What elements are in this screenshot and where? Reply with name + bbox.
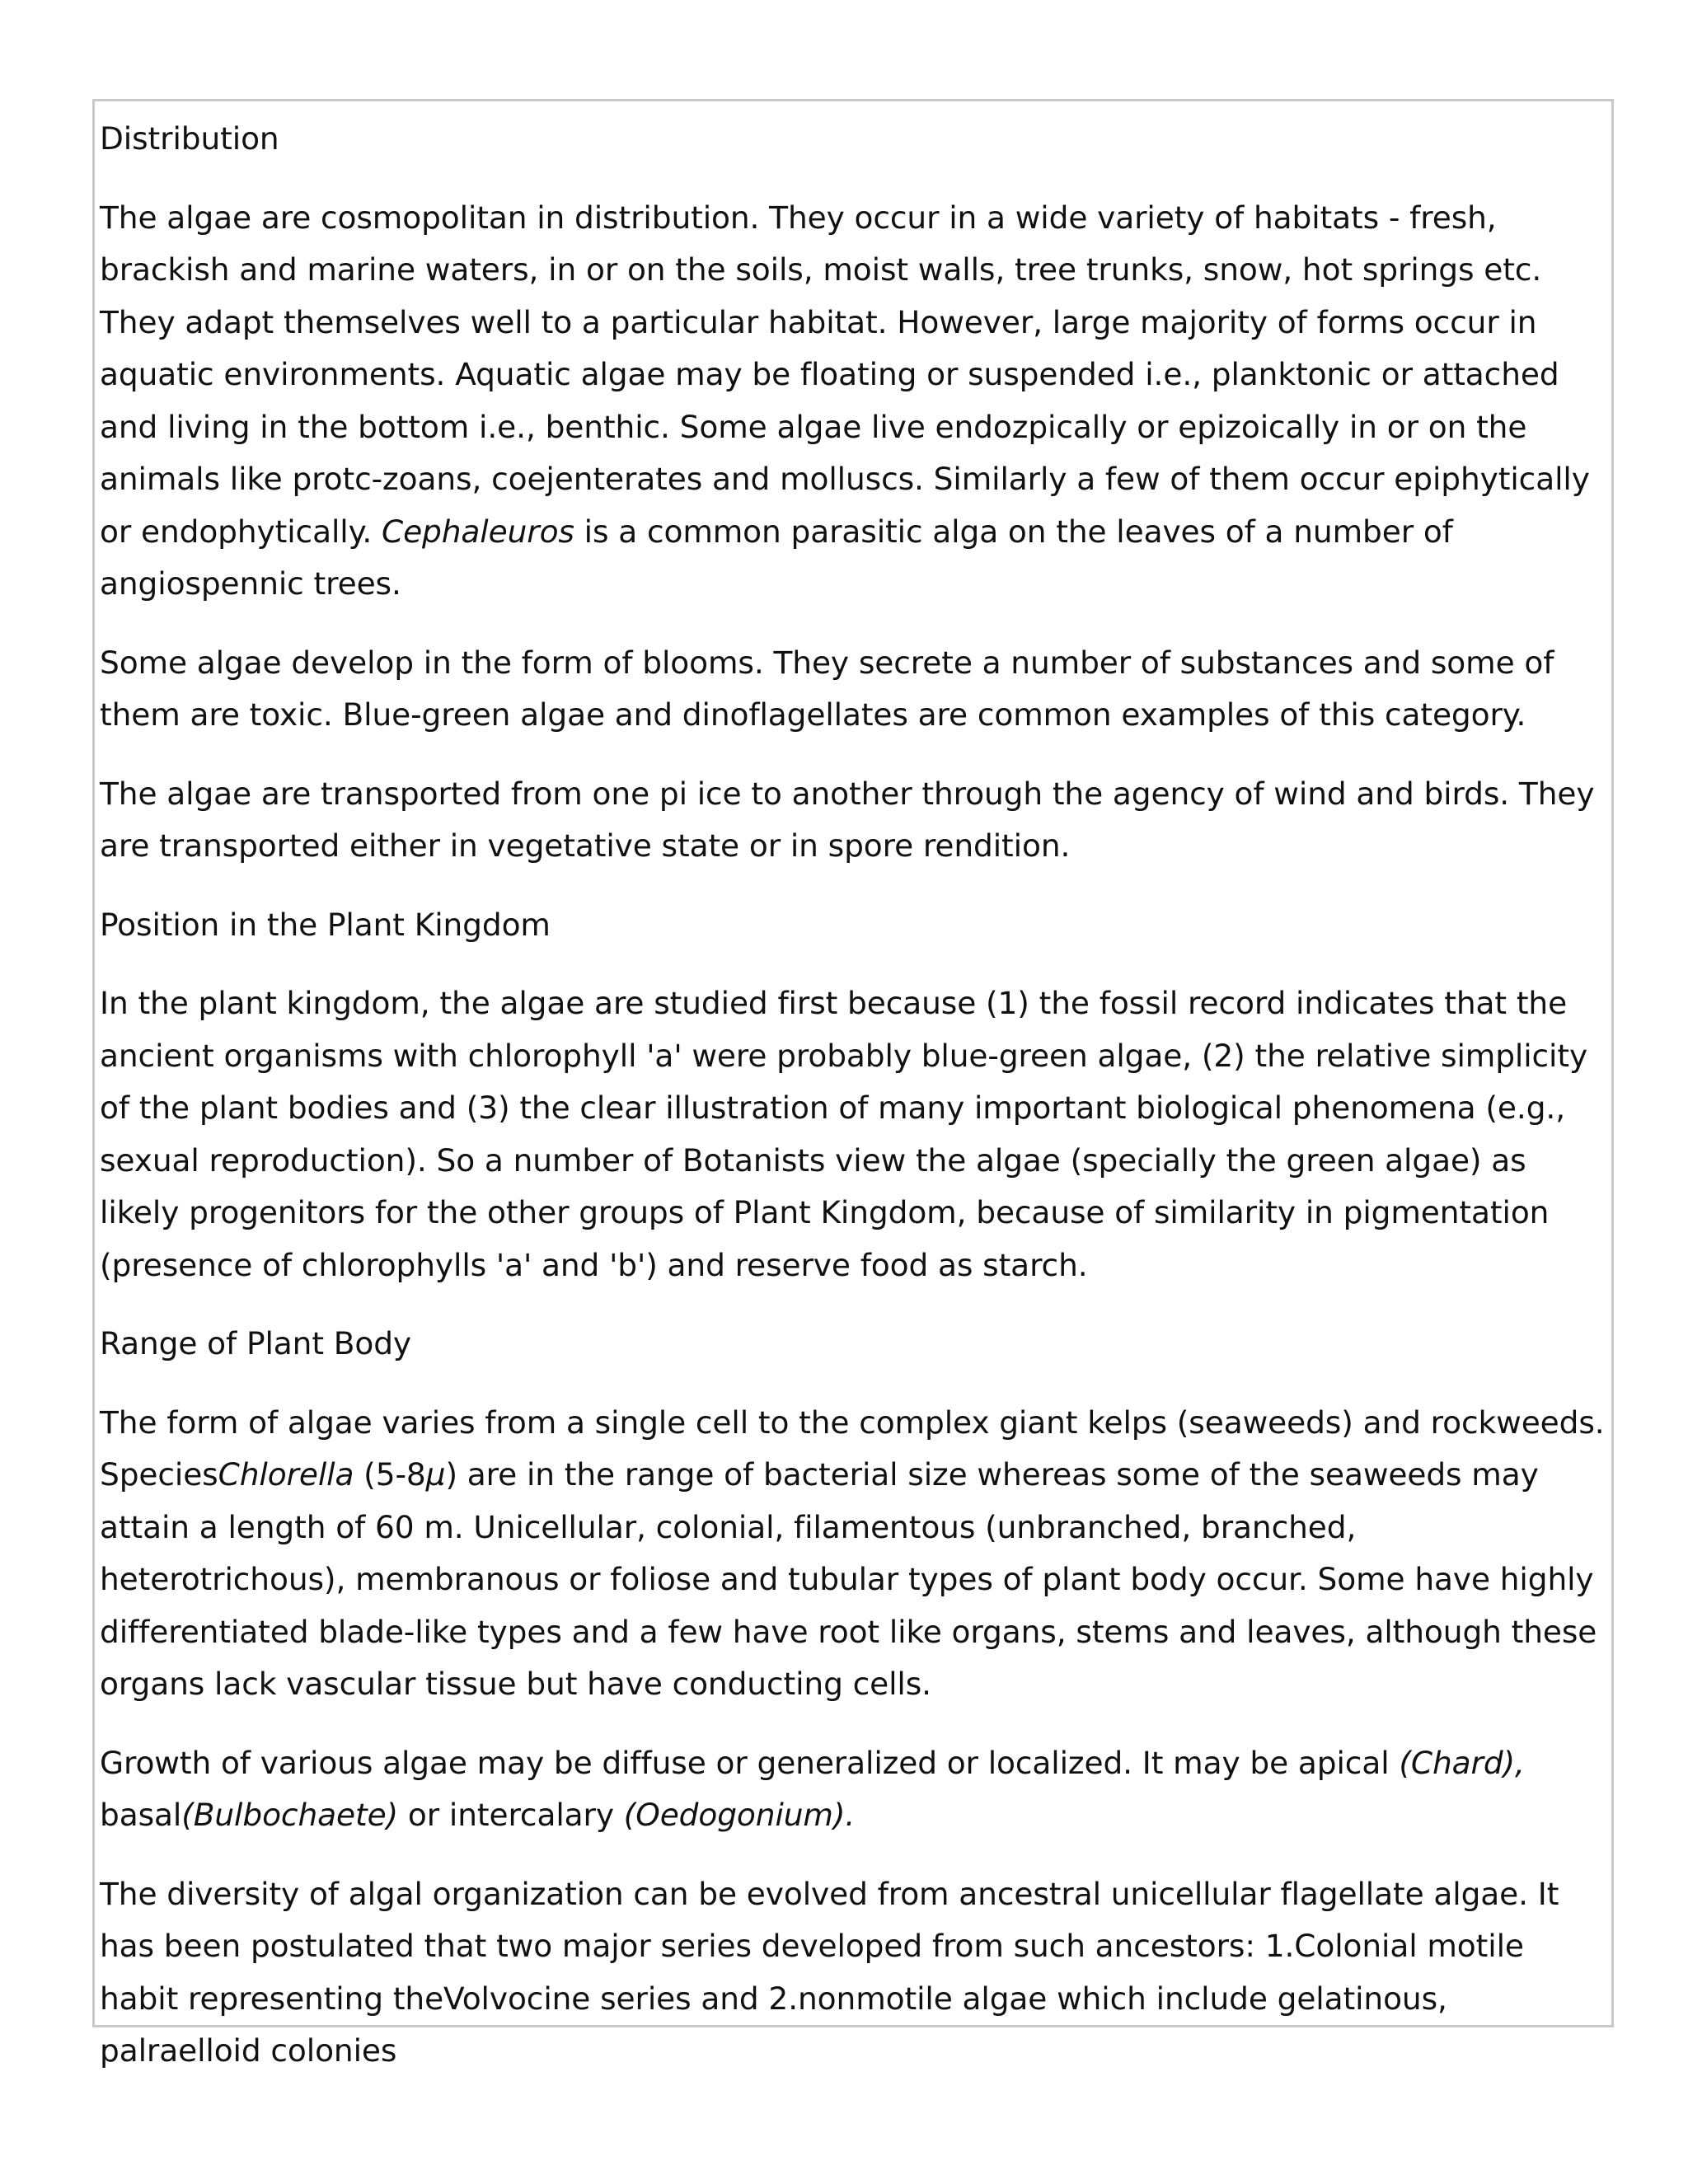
paragraph-distribution-1: The algae are cosmopolitan in distribution. They occur in a wide variety of habitats - fresh, brackish and marine waters, in or on the soils, moist walls, tree trunks, snow, hot springs etc. They adapt themselves well to a particular habitat. However, large majority of forms occur in aquatic environments. Aquatic algae may be floating or suspended i.e., planktonic or attached and living in the bottom i.e., benthic. Some algae live endozpically or epizoically in or on the animals like protc-zoans, coejenterates and molluscs. Similarly a few of them occur epiphytically or endophytically. Cephaleuros is a common parasitic alga on the leaves of a number of angiospennic trees. — [100, 199, 1590, 602]
species-name-chlorella: Chlorella — [218, 1456, 354, 1493]
species-name-cephaleuros: Cephaleuros — [381, 513, 574, 550]
section-heading-distribution: Distribution — [100, 120, 279, 157]
genus-bulbochaete: (Bulbochaete) — [181, 1797, 399, 1833]
paragraph-position-1: In the plant kingdom, the algae are studied first because (1) the fossil record indicates that the ancient organisms with chlorophyll 'a' were probably blue-green algae, (2) the relative simplicity of the plant bodies and (3) the clear illustration of many important biological phenomena (e.g., sexual reproduction). So a number of Botanists view the algae (specially the green algae) as likely progenitors for the other groups of Plant Kingdom, because of similarity in pigmentation (presence of chlorophylls 'a' and 'b') and reserve food as starch. — [100, 985, 1588, 1283]
document-body — [100, 113, 1608, 2104]
paragraph-range-3: The diversity of algal organization can be evolved from ancestral unicellular flagellate algae. It has been postulated that two major series developed from such ancestors: 1.Colonial motile habit representing theVolvocine series and 2.nonmotile algae which include gelatinous, palraelloid colonies — [100, 1875, 1559, 2069]
genus-oedogonium: (Oedogonium). — [623, 1797, 856, 1833]
document-frame — [92, 99, 1614, 2069]
paragraph-distribution-2: Some algae develop in the form of blooms. They secrete a number of substances and some of them are toxic. Blue-green algae and dinoflagellates are common examples of this category. — [100, 644, 1554, 733]
section-heading-position: Position in the Plant Kingdom — [100, 906, 551, 943]
paragraph-distribution-3: The algae are transported from one pi ice to another through the agency of wind and birds. They are transported either in vegetative state or in spore rendition. — [100, 775, 1595, 864]
genus-chard: (Chard), — [1399, 1744, 1525, 1781]
paragraph-range-2: Growth of various algae may be diffuse or generalized or localized. It may be apical (Chard), basal(Bulbochaete) or intercalary (Oedogonium). — [100, 1744, 1525, 1833]
section-heading-range: Range of Plant Body — [100, 1325, 412, 1361]
paragraph-range-1: The form of algae varies from a single cell to the complex giant kelps (seaweeds) and rockweeds. SpeciesChlorella (5-8µ) are in the range of bacterial size whereas some of the seaweeds may attain a length of 60 m. Unicellular, colonial, filamentous (unbranched, branched, heterotrichous), membranous or foliose and tubular types of plant body occur. Some have highly differentiated blade-like types and a few have root like organs, stems and leaves, although these organs lack vascular tissue but have conducting cells. — [100, 1404, 1605, 1702]
